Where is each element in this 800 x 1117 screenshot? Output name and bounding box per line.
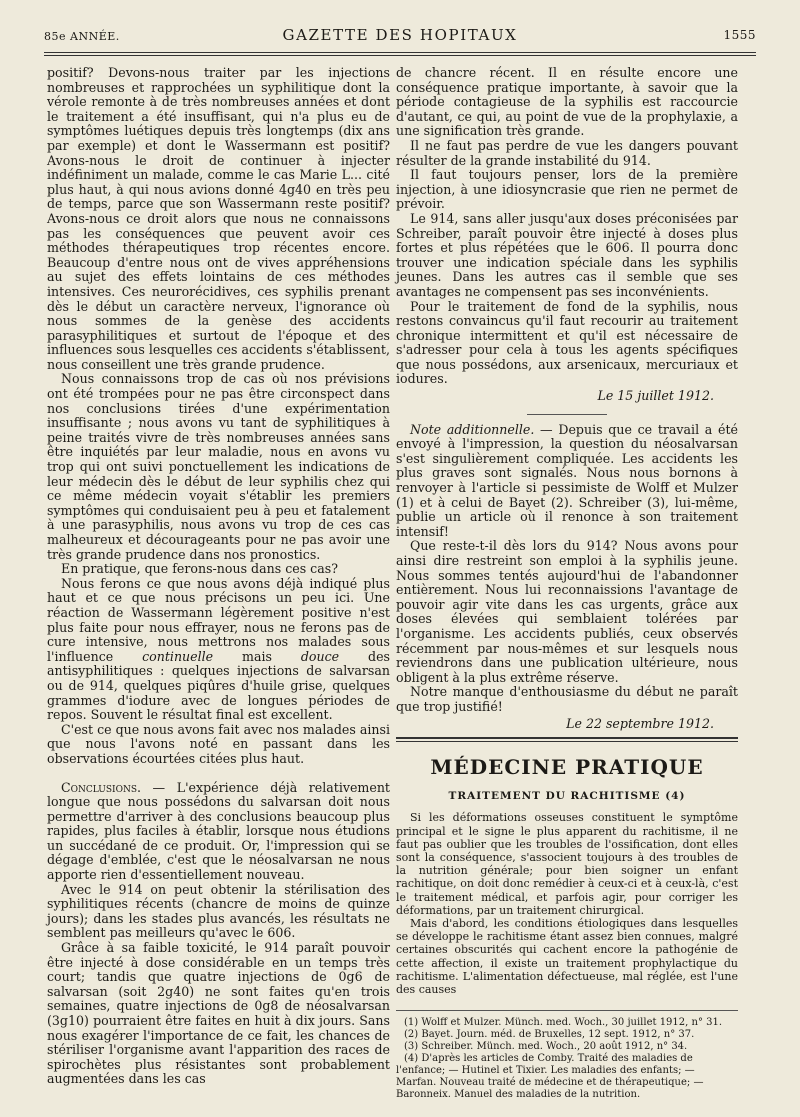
header-rule: [44, 52, 756, 53]
paragraph: C'est ce que nous avons fait avec nos malades ainsi que nous l'avons noté en passant dans les observations écourtées citées plus haut.: [47, 721, 390, 766]
paragraph: Avec le 914 on peut obtenir la stérilisation des syphilitiques récents (chancre de moins de quinze jours); dans les stades plus avancés, les résultats ne semblent pas meilleurs qu'avec le 606.: [47, 881, 390, 941]
section-rule: [396, 737, 738, 742]
footnote: (4) D'après les articles de Comby. Traité des maladies de l'enfance; — Hutinel et Tixier. Les maladies des enfants; — Marfan. Nouveau traité de médecine et de thérapeutique; — Baronneix. Manuel des maladies de la nutrition.: [396, 1053, 704, 1101]
article-body: [396, 811, 738, 996]
text-run: Nous ferons ce que nous avons déjà indiqué plus haut et ce que nous précisons un peu ici. Une réaction de Wassermann légèrement positive n'est plus faite pour nous effrayer, nous ne ferons pas de cure intensive, nous mettrons nos malades sous l'influence: [47, 575, 390, 664]
volume-year: 85e ANNÉE.: [44, 30, 120, 43]
paragraph: Il ne faut pas perdre de vue les dangers pouvant résulter de la grande instabilité du 914.: [396, 137, 738, 168]
paragraph: Que reste-t-il dès lors du 914? Nous avons pour ainsi dire restreint son emploi à la syphilis jeune. Nous sommes tentés aujourd'hui de l'abandonner entièrement. Nous lui reconnaissions l'avantage de pouvoir agir vite dans les cas urgents, grâce aux doses élevées qui semblaient tolérées par l'organisme. Les accidents publiés, ceux observés récemment par nous-mêmes et sur lesquels nous reviendrons dans une publication ultérieure, nous obligent à la plus extrême réserve.: [396, 538, 738, 685]
text-run: mais: [213, 648, 301, 664]
paragraph: Grâce à sa faible toxicité, le 914 paraît pouvoir être injecté à dose considérable en un temps très court; tandis que quatre injections de 0g6 de salvarsan (soit 2g40) ne sont faites qu'en trois semaines, quatre injections de 0g8 de néosalvarsan (3g10) pourraient être faites en huit à dix jours. Sans nous exagérer l'importance de ce fait, les chances de stériliser l'organisme avant l'apparition des races de spirochètes plus résistantes sont probablement augmentées dans les cas: [47, 940, 390, 1087]
paragraph: [47, 781, 390, 883]
paragraph: Nous connaissons trop de cas où nos prévisions ont été trompées pour ne pas être circonspect dans nos conclusions tirées d'une expérimentation insuffisante ; nous avons vu tant de syphilitiques à peine traités vivre de très nombreuses années sans être inquiétés par leur maladie, nous en avons vu trop qui ont suivi ponctuellement les indications de leur médecin dès le début de leur syphilis chez qui ce même médecin voyait s'établir les premiers symptômes qui conduisaient peu à peu et fatalement à une parasyphilis, nous avons vu trop de ces cas malheureux et décourageants pour ne pas avoir une très grande prudence dans nos pronostics.: [47, 371, 390, 562]
paragraph: [396, 423, 738, 540]
date-signature: Le 15 juillet 1912.: [597, 388, 714, 404]
separator-rule: [527, 414, 607, 415]
paragraph: Le 914, sans aller jusqu'aux doses préconisées par Schreiber, paraît pouvoir être injecté à doses plus fortes et plus répétées que le 606. Il pourra donc trouver une indication spéciale dans les syphilis jeunes. Dans les autres cas il semble que ses avantages ne compensent pas ses inconvénients.: [396, 210, 738, 299]
emphasis: douce: [300, 648, 340, 664]
text-run: des antisyphilitiques : quelques injections de salvarsan ou de 914, quelques piqûres d'huile grise, quelques grammes d'iodure avec de longues périodes de repos. Souvent le résultat final est excellent.: [47, 648, 391, 723]
paragraph: Pour le traitement de fond de la syphilis, nous restons convaincus qu'il faut recourir au traitement chronique intermittent et qu'il est nécessaire de s'adresser pour cela à tous les agents spécifiques que nous possédons, aux arsenicaux, mercuriaux et iodures.: [396, 298, 738, 387]
right-column: [396, 66, 738, 1101]
text-run: — L'expérience déjà relativement longue que nous possédons du salvarsan doit nous permettre d'arriver à des conclusions beaucoup plus rapides, plus faciles à établir, lorsque nous étudions un succédané de ce produit. Or, l'impression qui se dégage d'emblée, c'est que le néosalvarsan ne nous apporte rien d'essentiellement nouveau.: [47, 779, 390, 883]
header-rule-2: [44, 55, 756, 56]
paragraph: Notre manque d'enthousiasme du début ne paraît que trop justifié!: [396, 684, 738, 714]
conclusions-heading: Conclusions.: [61, 779, 141, 795]
emphasis: continuelle: [142, 648, 214, 664]
footnote: (2) Bayet. Journ. méd. de Bruxelles, 12 sept. 1912, n° 37.: [404, 1029, 695, 1041]
date-signature: Le 22 septembre 1912.: [566, 715, 714, 731]
subsection-title: TRAITEMENT DU RACHITISME (4): [448, 789, 686, 802]
text-run: — Depuis que ce travail a été envoyé à l'impression, la question du néosalvarsan s'est singulièrement compliquée. Les accidents les plus graves sont signalés. Nous nous bornons à renvoyer à l'article si pessimiste de Wolff et Mulzer (1) et à celui de Bayet (2). Schreiber (3), lui-même, publie un article où il renonce à son traitement intensif!: [396, 421, 738, 539]
paragraph: [47, 577, 390, 723]
spacer: [47, 767, 390, 781]
page-number: 1555: [723, 28, 756, 42]
paragraph: positif? Devons-nous traiter par les injections nombreuses et rapprochées un syphilitique dont la vérole remonte à de très nombreuses années et dont le traitement a été insuffisant, qui n'a plus eu de symptômes luétiques depuis très longtemps (dix ans par exemple) et dont le Wassermann est positif? Avons-nous le droit de continuer à injecter indéfiniment un malade, comme le cas Marie L... cité plus haut, à qui nous avions donné 4g40 en très peu de temps, parce que son Wassermann reste positif? Avons-nous ce droit alors que nous ne connaissons pas les conséquences que peuvent avoir ces méthodes thérapeutiques trop récentes encore. Beaucoup d'entre nous ont de vives appréhensions au sujet des effets lointains de ces méthodes intensives. Ces neurorécidives, ces syphilis prenant dès le début un caractère nerveux, l'ignorance où nous sommes de la genèse des accidents parasyphilitiques et surtout de l'époque et des influences sous lesquelles ces accidents s'établissent, nous conseillent une très grande prudence.: [47, 65, 390, 372]
paragraph: Il faut toujours penser, lors de la première injection, à une idiosyncrasie que rien ne permet de prévoir.: [396, 167, 738, 212]
note-heading: Note additionnelle.: [410, 421, 535, 437]
paragraph: de chancre récent. Il en résulte encore une conséquence pratique importante, à savoir que la période contagieuse de la syphilis est raccourcie d'autant, ce qui, au point de vue de la prophylaxie, a une signification très grande.: [396, 65, 738, 139]
footnotes: [396, 1010, 738, 1101]
paragraph: Si les déformations osseuses constituent le symptôme principal et le signe le plus apparent du rachitisme, il ne faut pas oublier que les troubles de l'ossification, dont elles sont la conséquence, s'associent toujours à des troubles de la nutrition générale; pour bien soigner un enfant rachitique, on doit donc remédier à ceux-ci et à ceux-là, c'est le traitement médical, et parfois agir, pour corriger les déformations, par un traitement chirurgical.: [396, 811, 738, 917]
publication-title: GAZETTE DES HOPITAUX: [282, 26, 518, 44]
footnote: (1) Wolff et Mulzer. Münch. med. Woch., 30 juillet 1912, n° 31.: [404, 1017, 723, 1029]
paragraph: En pratique, que ferons-nous dans ces cas?: [61, 561, 338, 577]
footnote: (3) Schreiber. Münch. med. Woch., 20 août 1912, n° 34.: [404, 1041, 688, 1053]
paragraph: Mais d'abord, les conditions étiologiques dans lesquelles se développe le rachitisme étant assez bien connues, malgré certaines obscurités qui cachent encore la pathogénie de cette affection, il existe un traitement prophylactique du rachitisme. L'alimentation défectueuse, mal réglée, est l'une des causes: [396, 916, 738, 996]
running-header: [44, 26, 756, 48]
left-column: [47, 66, 390, 1087]
section-title: MÉDECINE PRATIQUE: [430, 755, 704, 780]
